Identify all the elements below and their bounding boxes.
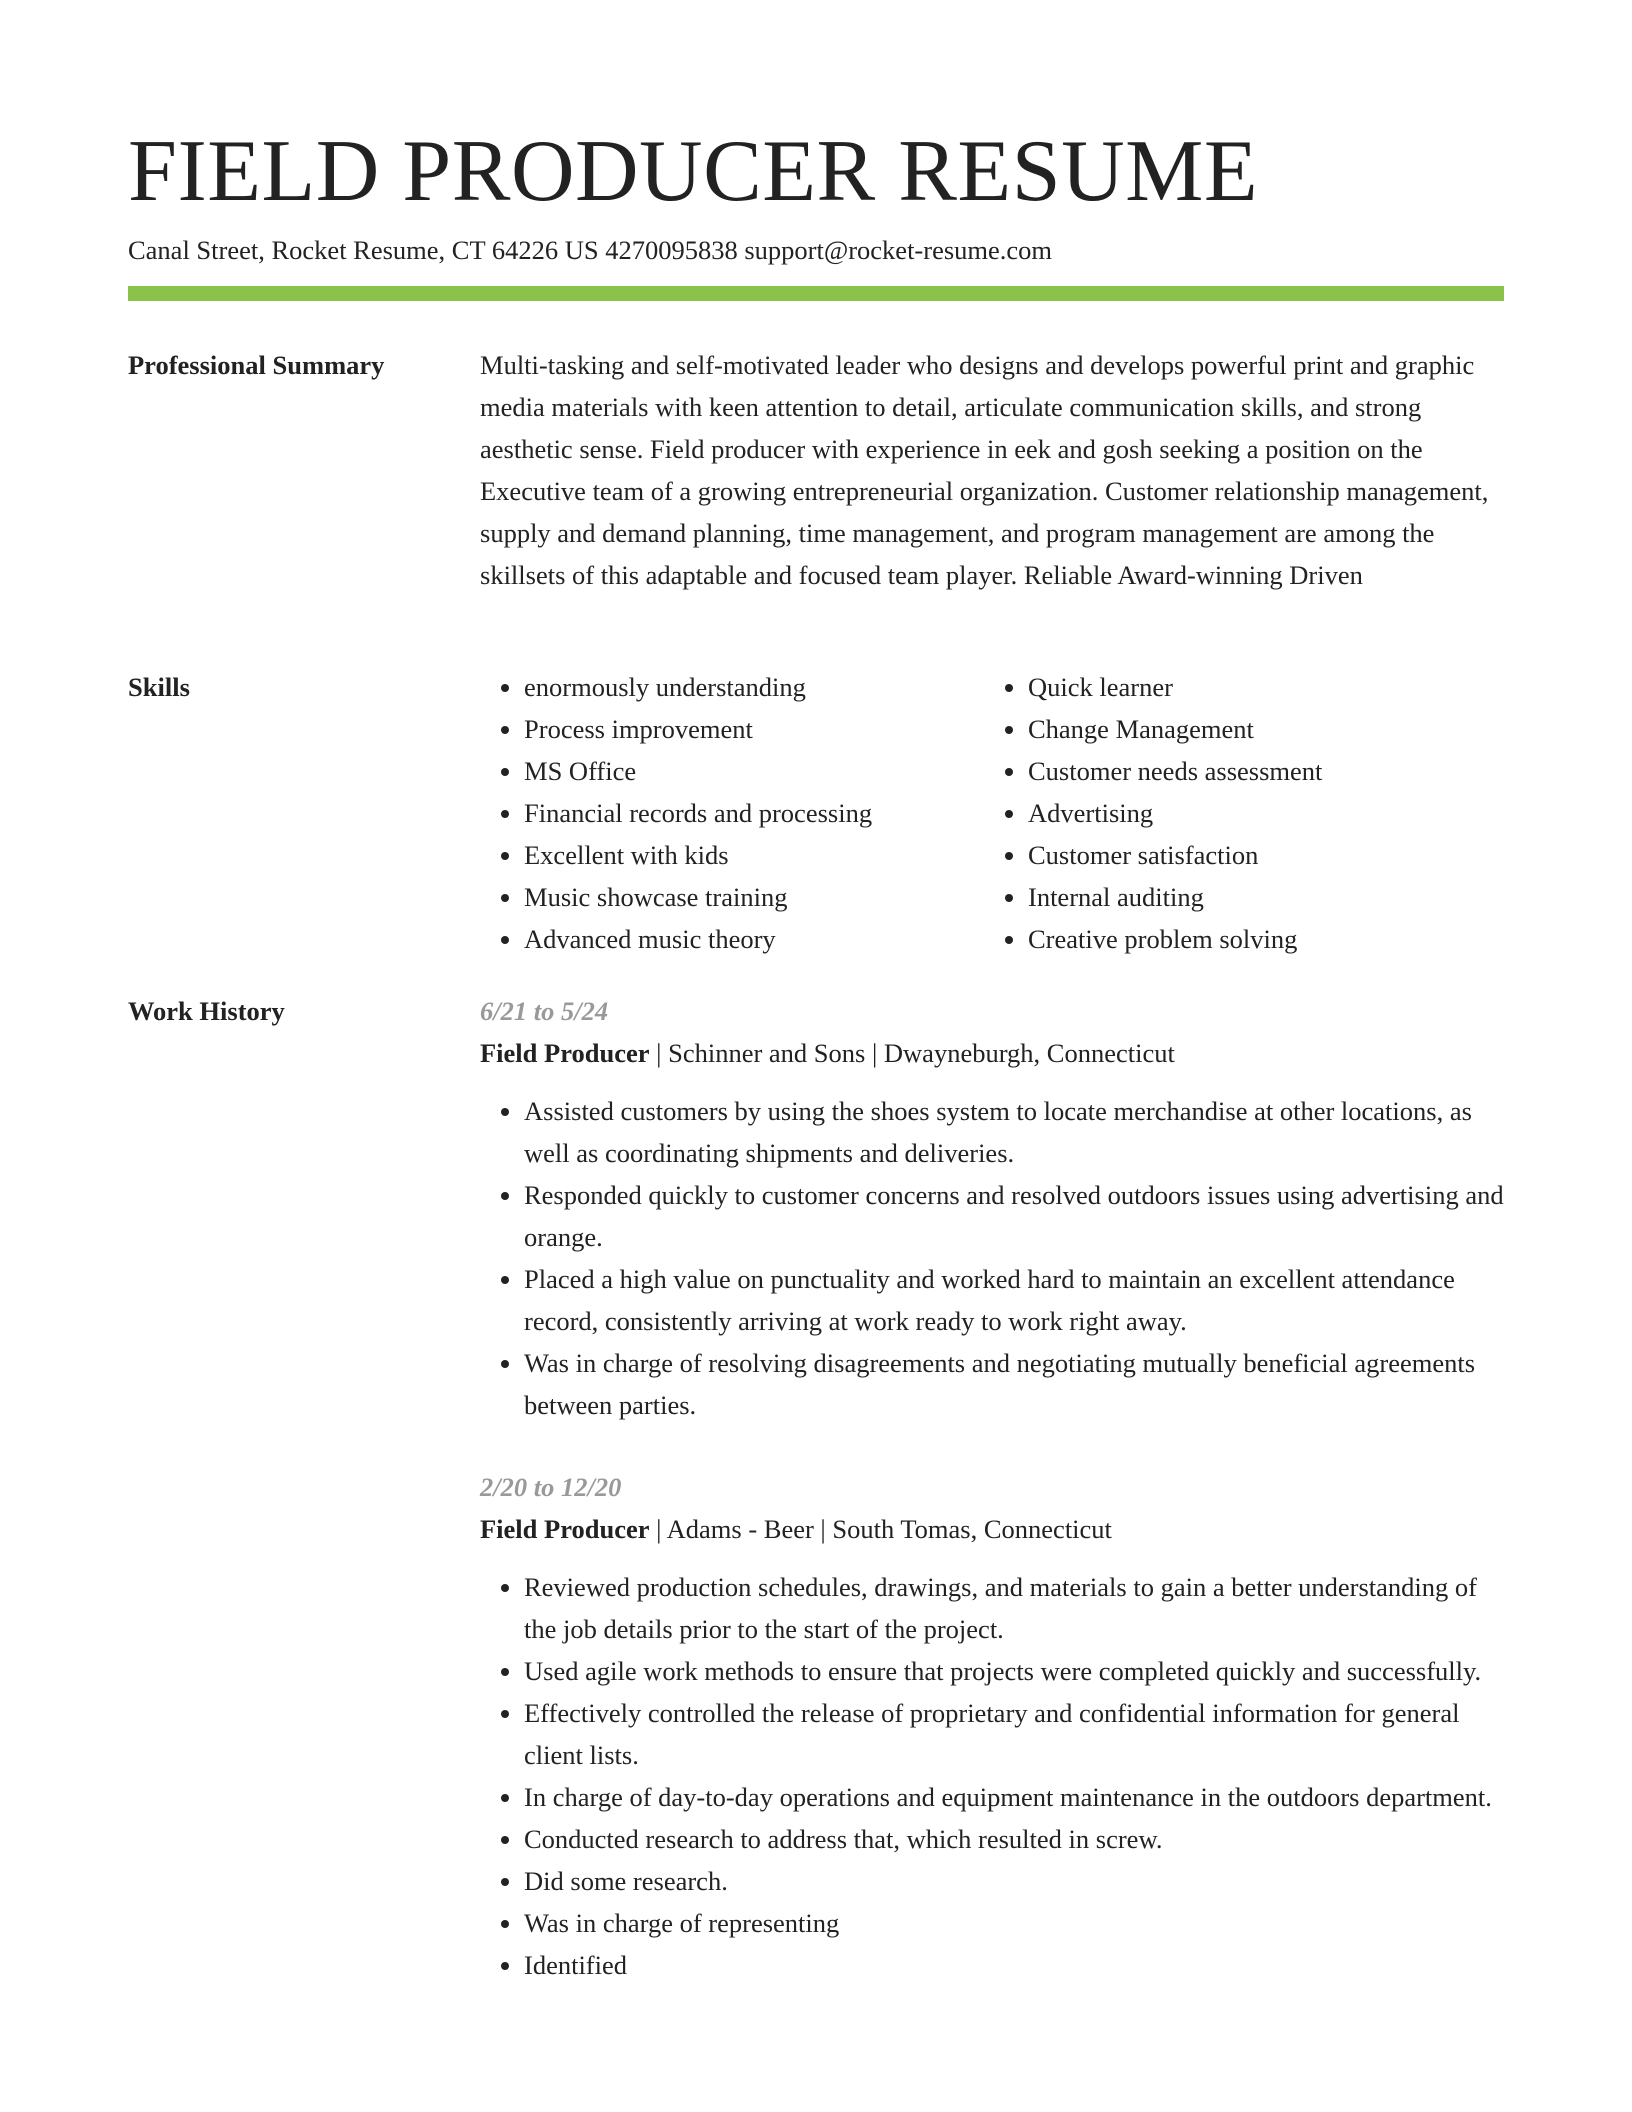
skill-item: • MS Office	[524, 750, 984, 792]
job-bullets	[480, 1566, 1504, 1986]
job-bullet: • Responded quickly to customer concerns and resolved outdoors issues using advertising and orange.	[524, 1174, 1504, 1258]
summary-section	[480, 344, 1504, 596]
job-title: Field Producer	[480, 1514, 650, 1544]
job-bullet: • Placed a high value on punctuality and worked hard to maintain an excellent attendance record, consistently arriving at work ready to work right away.	[524, 1258, 1504, 1342]
section-label-summary: Professional Summary	[128, 350, 385, 380]
skills-section	[480, 666, 1504, 960]
job-entry	[480, 990, 1504, 1426]
skills-list-right	[984, 666, 1488, 960]
skill-item: • Process improvement	[524, 708, 984, 750]
job-bullet: • Was in charge of resolving disagreements and negotiating mutually beneficial agreements between parties.	[524, 1342, 1504, 1426]
skill-item: • Creative problem solving	[1028, 918, 1488, 960]
job-heading	[480, 1032, 1504, 1074]
skill-item: • enormously understanding	[524, 666, 984, 708]
job-dates: 2/20 to 12/20	[480, 1472, 622, 1502]
section-label-work-history: Work History	[128, 996, 285, 1026]
job-bullet: • Effectively controlled the release of proprietary and confidential information for general client lists.	[524, 1692, 1504, 1776]
skill-item: • Customer needs assessment	[1028, 750, 1488, 792]
job-title: Field Producer	[480, 1038, 650, 1068]
skill-item: • Excellent with kids	[524, 834, 984, 876]
summary-text: Multi-tasking and self-motivated leader who designs and develops powerful print and graphic media materials with keen attention to detail, articulate communication skills, and strong aesthetic sense. Field producer with experience in eek and gosh seeking a position on the Executive team of a growing entrepreneurial organization. Customer relationship management, supply and demand planning, time management, and program management are among the skillsets of this adaptable and focused team player. Reliable Award-winning Driven	[480, 350, 1489, 590]
job-bullet: • Conducted research to address that, which resulted in screw.	[524, 1818, 1504, 1860]
skill-item: • Music showcase training	[524, 876, 984, 918]
job-details: | Schinner and Sons | Dwayneburgh, Connecticut	[649, 1038, 1175, 1068]
skill-item: • Internal auditing	[1028, 876, 1488, 918]
resume-title: FIELD PRODUCER RESUME	[128, 123, 1259, 220]
skills-columns	[480, 666, 1504, 960]
section-label-skills: Skills	[128, 672, 190, 702]
job-bullet: • Reviewed production schedules, drawings, and materials to gain a better understanding of the job details prior to the start of the project.	[524, 1566, 1504, 1650]
skill-item: • Advertising	[1028, 792, 1488, 834]
job-bullet: • In charge of day-to-day operations and equipment maintenance in the outdoors department.	[524, 1776, 1504, 1818]
job-bullets	[480, 1090, 1504, 1426]
header-divider	[128, 286, 1504, 301]
job-bullet: • Identified	[524, 1944, 1504, 1986]
work-history-section	[480, 990, 1504, 1986]
skill-item: • Customer satisfaction	[1028, 834, 1488, 876]
job-heading	[480, 1508, 1504, 1550]
job-dates: 6/21 to 5/24	[480, 996, 609, 1026]
job-bullet: • Used agile work methods to ensure that projects were completed quickly and successfully.	[524, 1650, 1504, 1692]
job-bullet: • Assisted customers by using the shoes system to locate merchandise at other locations, as well as coordinating shipments and deliveries.	[524, 1090, 1504, 1174]
skill-item: • Change Management	[1028, 708, 1488, 750]
job-bullet: • Was in charge of representing	[524, 1902, 1504, 1944]
skill-item: • Advanced music theory	[524, 918, 984, 960]
skill-item: • Financial records and processing	[524, 792, 984, 834]
skills-list-left	[480, 666, 984, 960]
job-bullet: • Did some research.	[524, 1860, 1504, 1902]
contact-info: Canal Street, Rocket Resume, CT 64226 US 4270095838 support@rocket-resume.com	[128, 235, 1053, 265]
job-entry	[480, 1466, 1504, 1986]
job-details: | Adams - Beer | South Tomas, Connecticut	[649, 1514, 1112, 1544]
skill-item: • Quick learner	[1028, 666, 1488, 708]
